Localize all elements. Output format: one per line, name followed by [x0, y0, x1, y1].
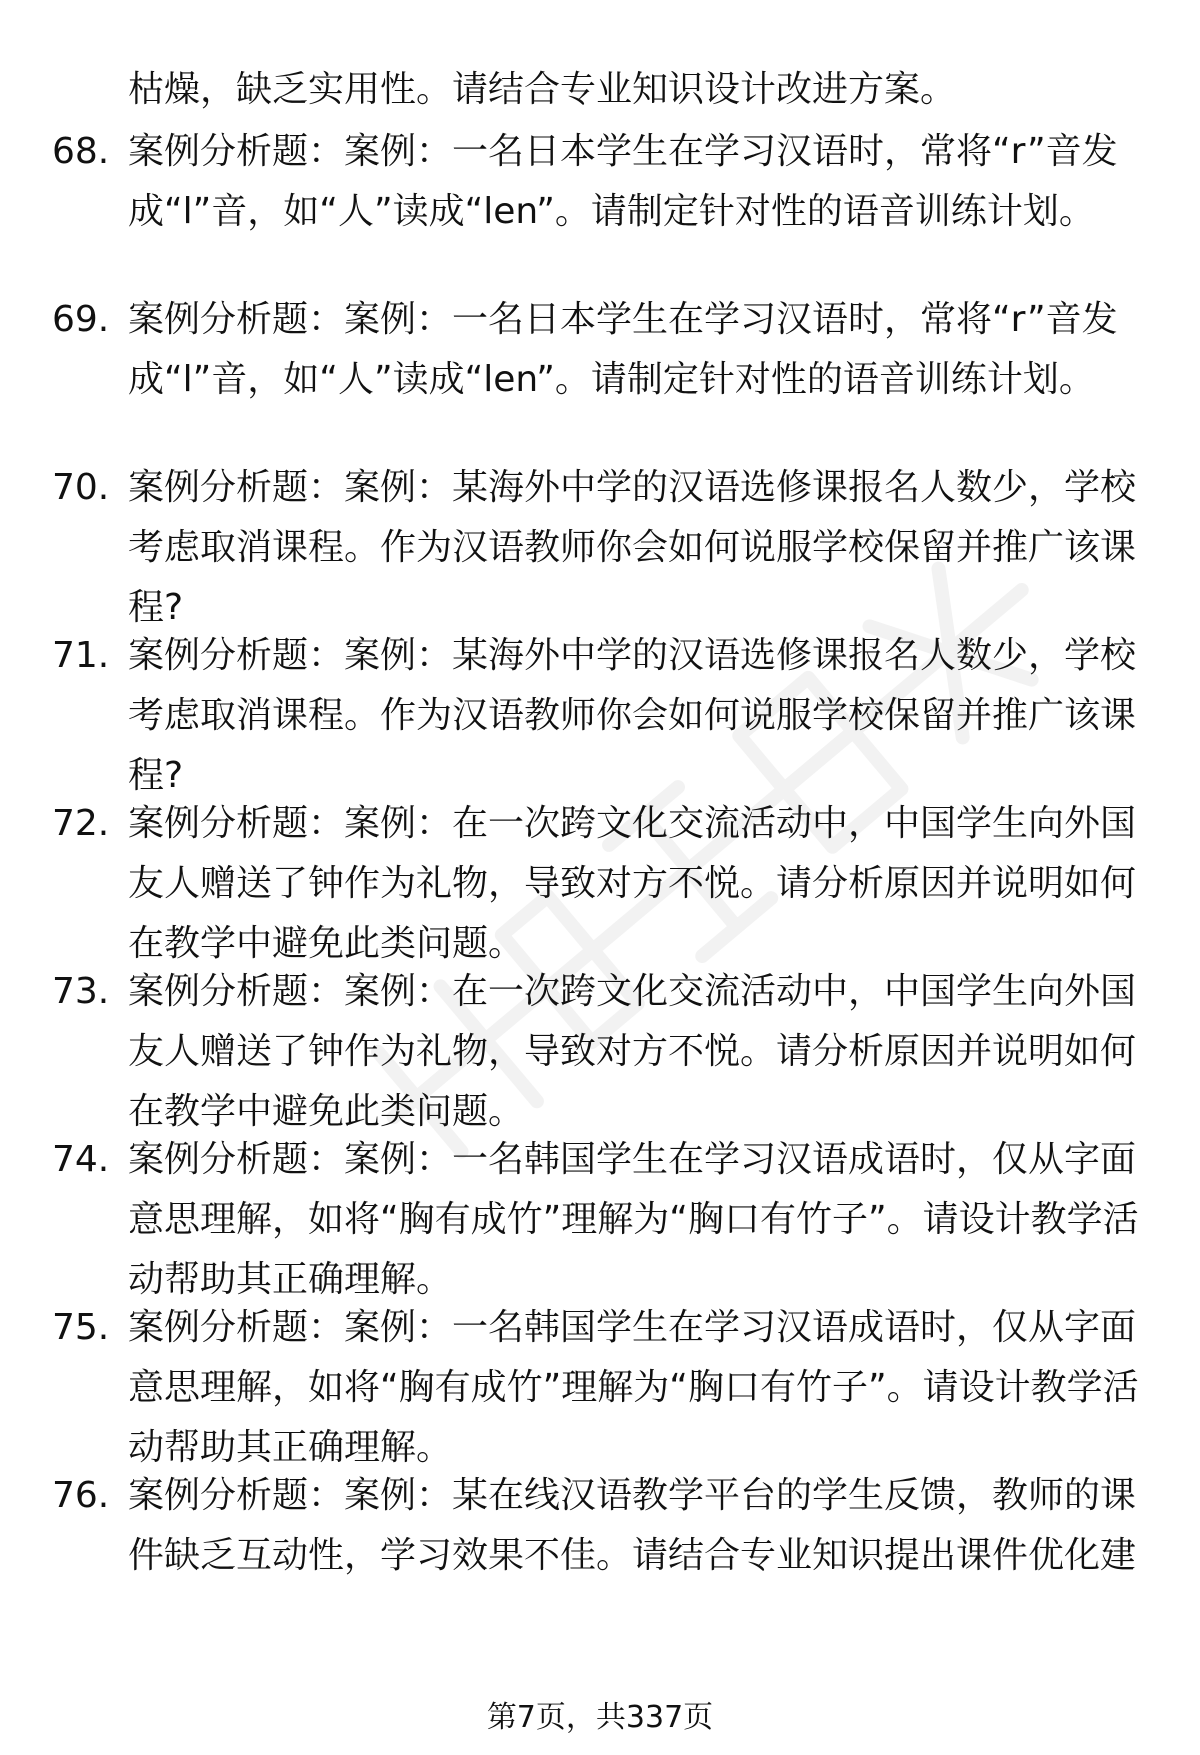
- question-text: 案例分析题：案例：一名韩国学生在学习汉语成语时，仅从字面意思理解，如将“胸有成竹”理解为“胸口有竹子”。请设计教学活动帮助其正确理解。: [128, 1307, 1139, 1468]
- question-text: 案例分析题：案例：在一次跨文化交流活动中，中国学生向外国友人赠送了钟作为礼物，导致对方不悦。请分析原因并说明如何在教学中避免此类问题。: [128, 971, 1137, 1132]
- question-text: 案例分析题：案例：某在线汉语教学平台的学生反馈，教师的课件缺乏互动性，学习效果不佳。请结合专业知识提出课件优化建: [128, 1475, 1137, 1576]
- continuation-text: 枯燥，缺乏实用性。请结合专业知识设计改进方案。: [128, 69, 957, 110]
- page-footer: 第7页，共337页: [486, 1700, 714, 1735]
- question-number: 76.: [52, 1475, 110, 1516]
- question-number: 70.: [52, 467, 110, 508]
- question-text: 案例分析题：案例：在一次跨文化交流活动中，中国学生向外国友人赠送了钟作为礼物，导致对方不悦。请分析原因并说明如何在教学中避免此类问题。: [128, 803, 1137, 964]
- question-number: 68.: [52, 131, 110, 172]
- question-text: 案例分析题：案例：一名日本学生在学习汉语时，常将“r”音发成“l”音，如“人”读成“len”。请制定针对性的语音训练计划。: [128, 131, 1118, 232]
- question-text: 案例分析题：案例：某海外中学的汉语选修课报名人数少，学校考虑取消课程。作为汉语教师你会如何说服学校保留并推广该课程?: [128, 635, 1137, 796]
- question-number: 75.: [52, 1307, 110, 1348]
- question-number: 72.: [52, 803, 110, 844]
- question-number: 71.: [52, 635, 110, 676]
- question-number: 74.: [52, 1139, 110, 1180]
- question-number: 73.: [52, 971, 110, 1012]
- question-number: 69.: [52, 299, 110, 340]
- question-text: 案例分析题：案例：某海外中学的汉语选修课报名人数少，学校考虑取消课程。作为汉语教师你会如何说服学校保留并推广该课程?: [128, 467, 1137, 628]
- question-text: 案例分析题：案例：一名日本学生在学习汉语时，常将“r”音发成“l”音，如“人”读成“len”。请制定针对性的语音训练计划。: [128, 299, 1118, 400]
- question-text: 案例分析题：案例：一名韩国学生在学习汉语成语时，仅从字面意思理解，如将“胸有成竹”理解为“胸口有竹子”。请设计教学活动帮助其正确理解。: [128, 1139, 1139, 1300]
